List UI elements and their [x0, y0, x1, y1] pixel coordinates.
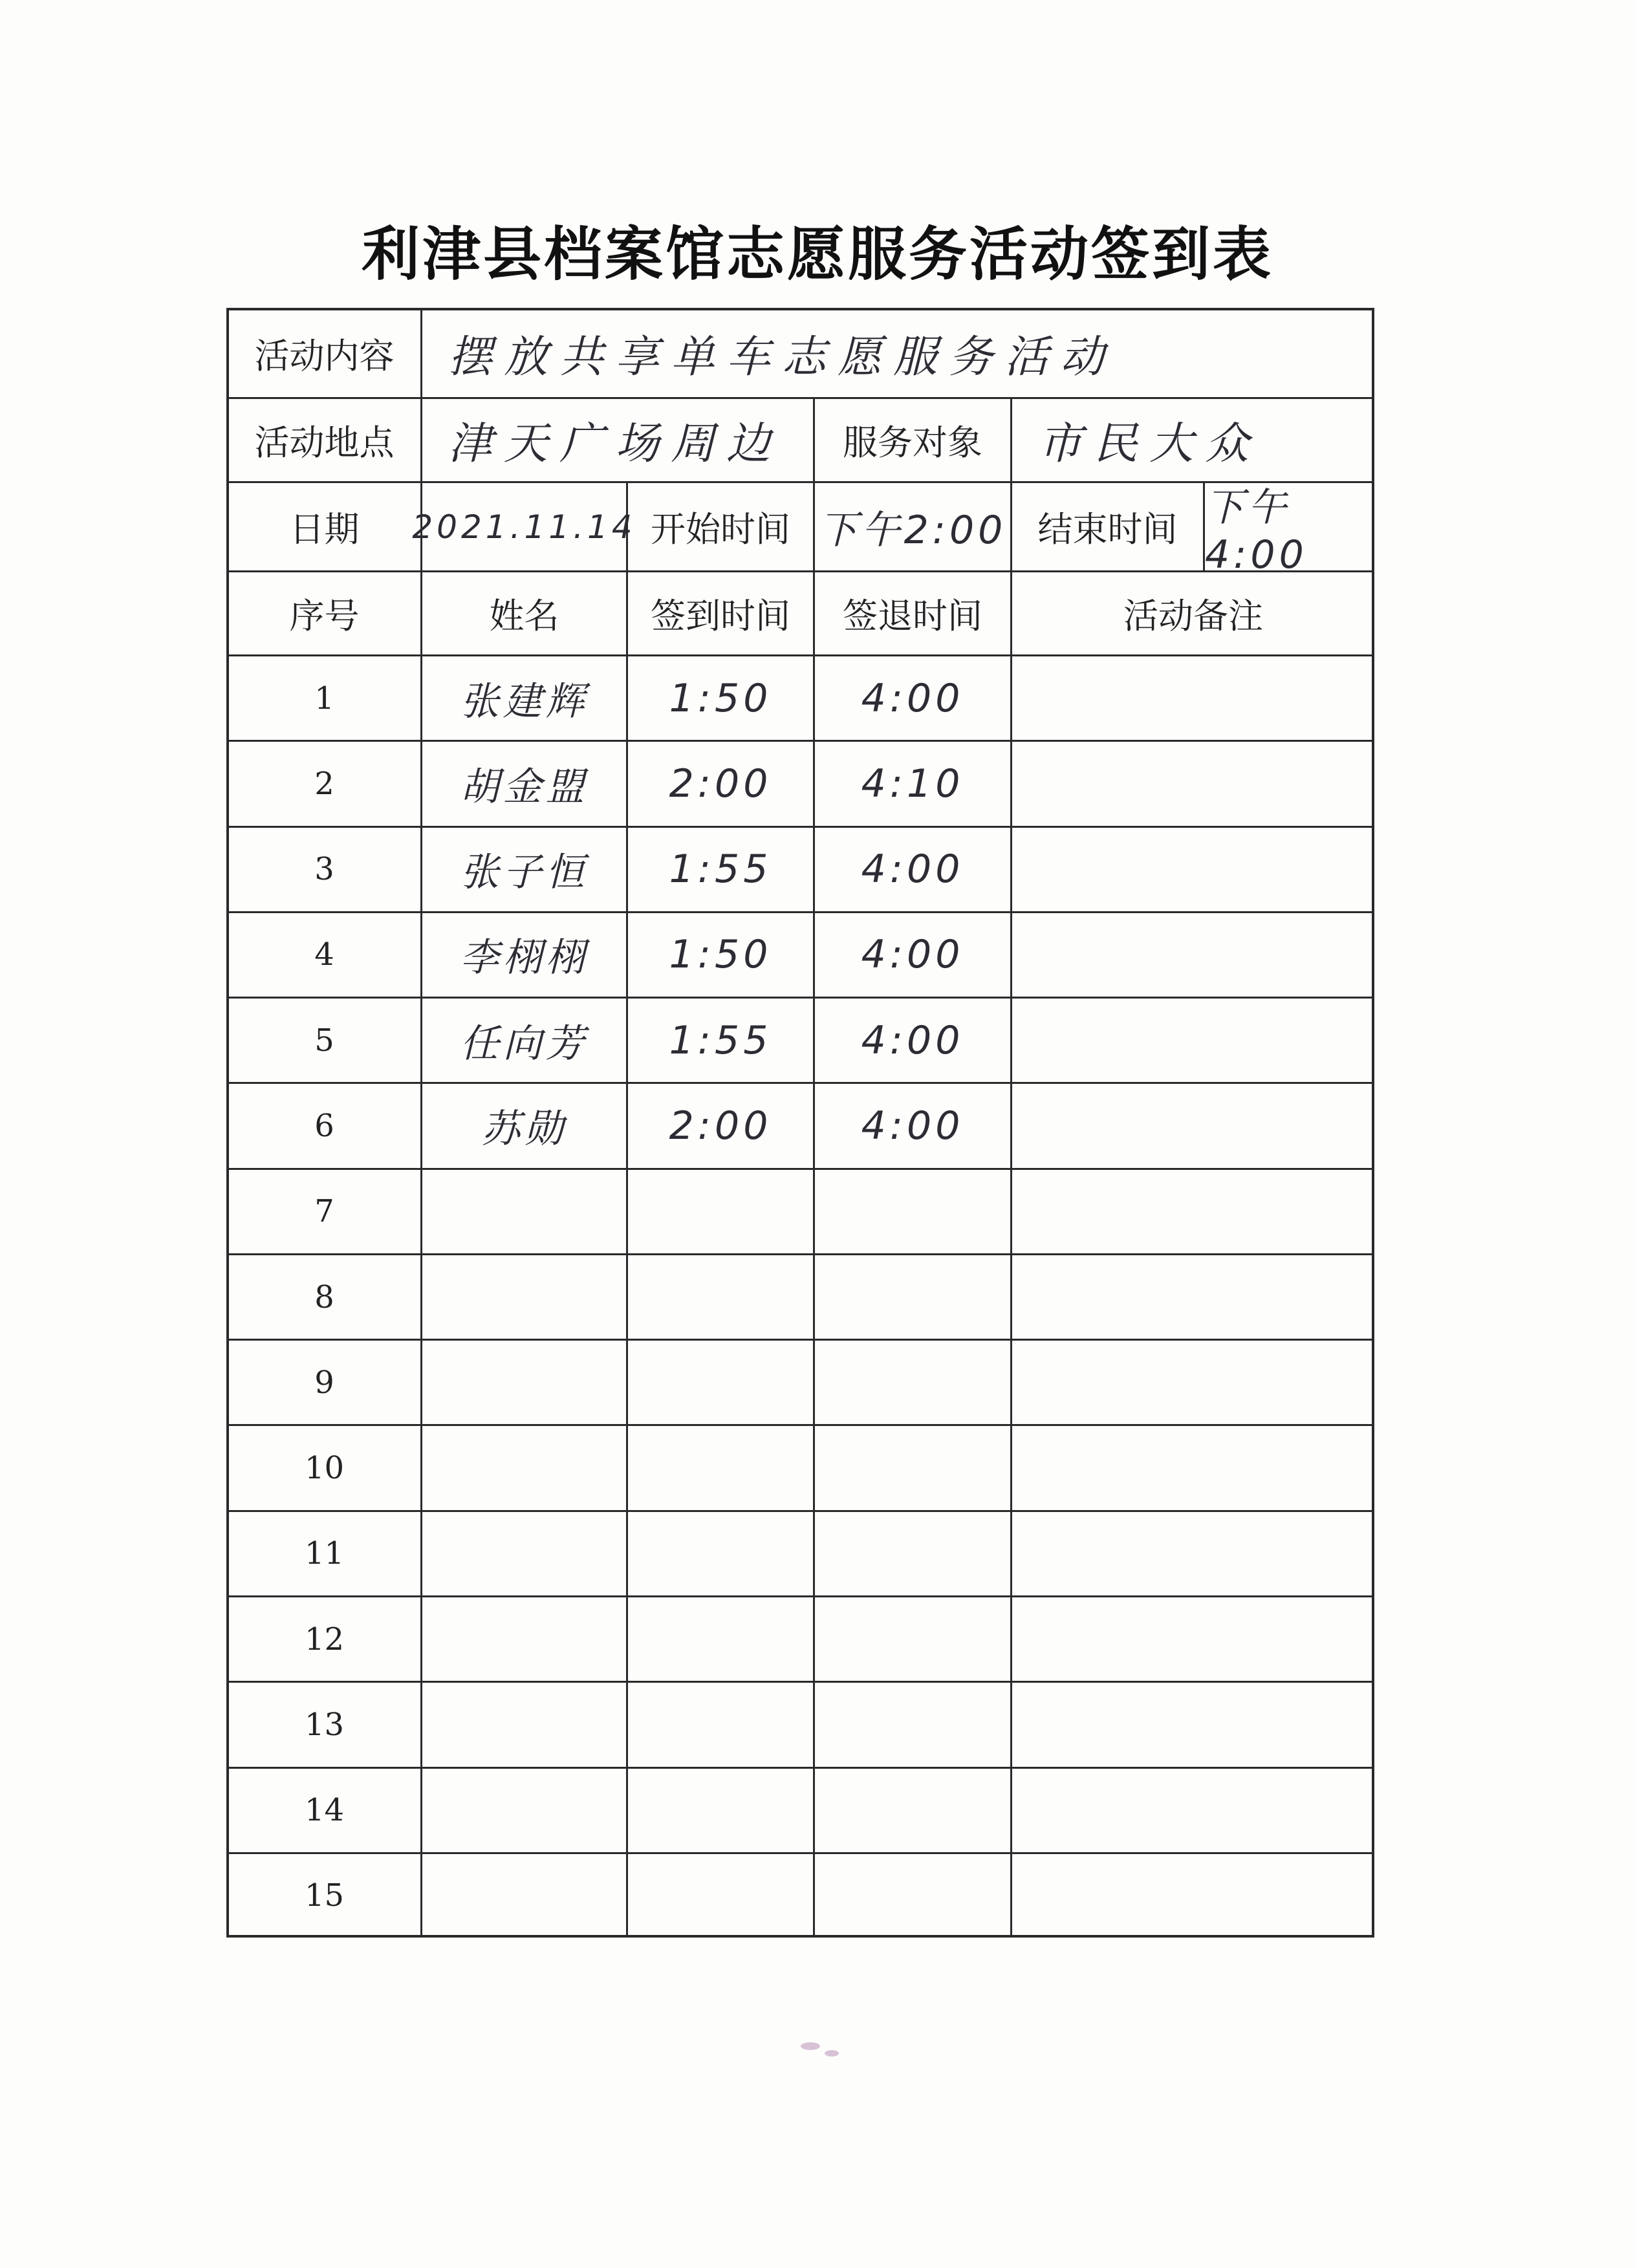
- row-note: [1010, 654, 1374, 740]
- col-header-signout: 签退时间: [813, 570, 1010, 654]
- row-name: [420, 1424, 626, 1509]
- row-name: 苏勋: [420, 1082, 626, 1167]
- row-name: 张子恒: [420, 826, 626, 911]
- row-number: 9: [226, 1339, 420, 1424]
- row-note: [1010, 1424, 1374, 1509]
- row-name: [420, 1253, 626, 1339]
- date-label: 日期: [226, 481, 420, 570]
- row-signin-time: [626, 1681, 813, 1766]
- target-label: 服务对象: [813, 397, 1010, 481]
- end-label: 结束时间: [1010, 481, 1203, 570]
- row-number: 14: [226, 1767, 420, 1852]
- col-header-signin: 签到时间: [626, 570, 813, 654]
- content-label: 活动内容: [226, 308, 420, 397]
- col-header-name: 姓名: [420, 570, 626, 654]
- row-signin-time: [626, 1852, 813, 1938]
- row-signin-time: 2:00: [626, 740, 813, 825]
- row-number: 10: [226, 1424, 420, 1509]
- row-number: 3: [226, 826, 420, 911]
- row-signout-time: 4:00: [813, 997, 1010, 1082]
- row-number: 6: [226, 1082, 420, 1167]
- col-header-no: 序号: [226, 570, 420, 654]
- row-number: 12: [226, 1595, 420, 1681]
- row-name: [420, 1168, 626, 1253]
- row-signout-time: 4:00: [813, 826, 1010, 911]
- row-number: 13: [226, 1681, 420, 1766]
- pink-smudge: [825, 2050, 839, 2057]
- row-signout-time: [813, 1168, 1010, 1253]
- row-note: [1010, 1082, 1374, 1167]
- row-number: 11: [226, 1510, 420, 1595]
- row-signin-time: [626, 1253, 813, 1339]
- row-signin-time: [626, 1767, 813, 1852]
- target-value: 市民大众: [1010, 397, 1374, 481]
- content-value: 摆放共享单车志愿服务活动: [420, 308, 1374, 397]
- row-signin-time: [626, 1424, 813, 1509]
- row-signout-time: [813, 1510, 1010, 1595]
- row-signin-time: 1:55: [626, 826, 813, 911]
- row-number: 4: [226, 911, 420, 997]
- row-signin-time: 1:50: [626, 911, 813, 997]
- row-note: [1010, 1767, 1374, 1852]
- row-note: [1010, 1253, 1374, 1339]
- row-note: [1010, 1852, 1374, 1938]
- row-signin-time: 2:00: [626, 1082, 813, 1167]
- row-number: 7: [226, 1168, 420, 1253]
- pink-smudge: [801, 2042, 820, 2050]
- row-name: 胡金盟: [420, 740, 626, 825]
- row-note: [1010, 1595, 1374, 1681]
- row-name: [420, 1595, 626, 1681]
- row-signin-time: [626, 1339, 813, 1424]
- row-number: 5: [226, 997, 420, 1082]
- row-signout-time: [813, 1852, 1010, 1938]
- row-signout-time: [813, 1253, 1010, 1339]
- row-name: [420, 1681, 626, 1766]
- row-note: [1010, 1510, 1374, 1595]
- row-signin-time: [626, 1595, 813, 1681]
- row-note: [1010, 1681, 1374, 1766]
- row-number: 1: [226, 654, 420, 740]
- row-signout-time: 4:00: [813, 911, 1010, 997]
- form-title: 利津县档案馆志愿服务活动签到表: [362, 220, 1273, 288]
- row-signin-time: [626, 1168, 813, 1253]
- row-name: [420, 1510, 626, 1595]
- row-name: 张建辉: [420, 654, 626, 740]
- row-name: [420, 1852, 626, 1938]
- row-note: [1010, 1339, 1374, 1424]
- row-signout-time: 4:00: [813, 1082, 1010, 1167]
- start-value: 下午2:00: [813, 481, 1010, 570]
- row-number: 8: [226, 1253, 420, 1339]
- row-signout-time: [813, 1767, 1010, 1852]
- row-note: [1010, 997, 1374, 1082]
- start-label: 开始时间: [626, 481, 813, 570]
- row-name: [420, 1339, 626, 1424]
- row-note: [1010, 1168, 1374, 1253]
- row-name: 任向芳: [420, 997, 626, 1082]
- row-note: [1010, 740, 1374, 825]
- row-name: [420, 1767, 626, 1852]
- row-note: [1010, 911, 1374, 997]
- date-value: 2021.11.14: [420, 481, 626, 570]
- location-label: 活动地点: [226, 397, 420, 481]
- row-signout-time: [813, 1681, 1010, 1766]
- row-signout-time: [813, 1595, 1010, 1681]
- row-signout-time: [813, 1424, 1010, 1509]
- end-value: 下午4:00: [1203, 481, 1374, 570]
- row-signout-time: [813, 1339, 1010, 1424]
- row-note: [1010, 826, 1374, 911]
- row-signin-time: 1:55: [626, 997, 813, 1082]
- col-header-note: 活动备注: [1010, 570, 1374, 654]
- row-signout-time: 4:00: [813, 654, 1010, 740]
- row-number: 15: [226, 1852, 420, 1938]
- row-signin-time: [626, 1510, 813, 1595]
- row-number: 2: [226, 740, 420, 825]
- row-name: 李栩栩: [420, 911, 626, 997]
- row-signout-time: 4:10: [813, 740, 1010, 825]
- row-signin-time: 1:50: [626, 654, 813, 740]
- location-value: 津天广场周边: [420, 397, 813, 481]
